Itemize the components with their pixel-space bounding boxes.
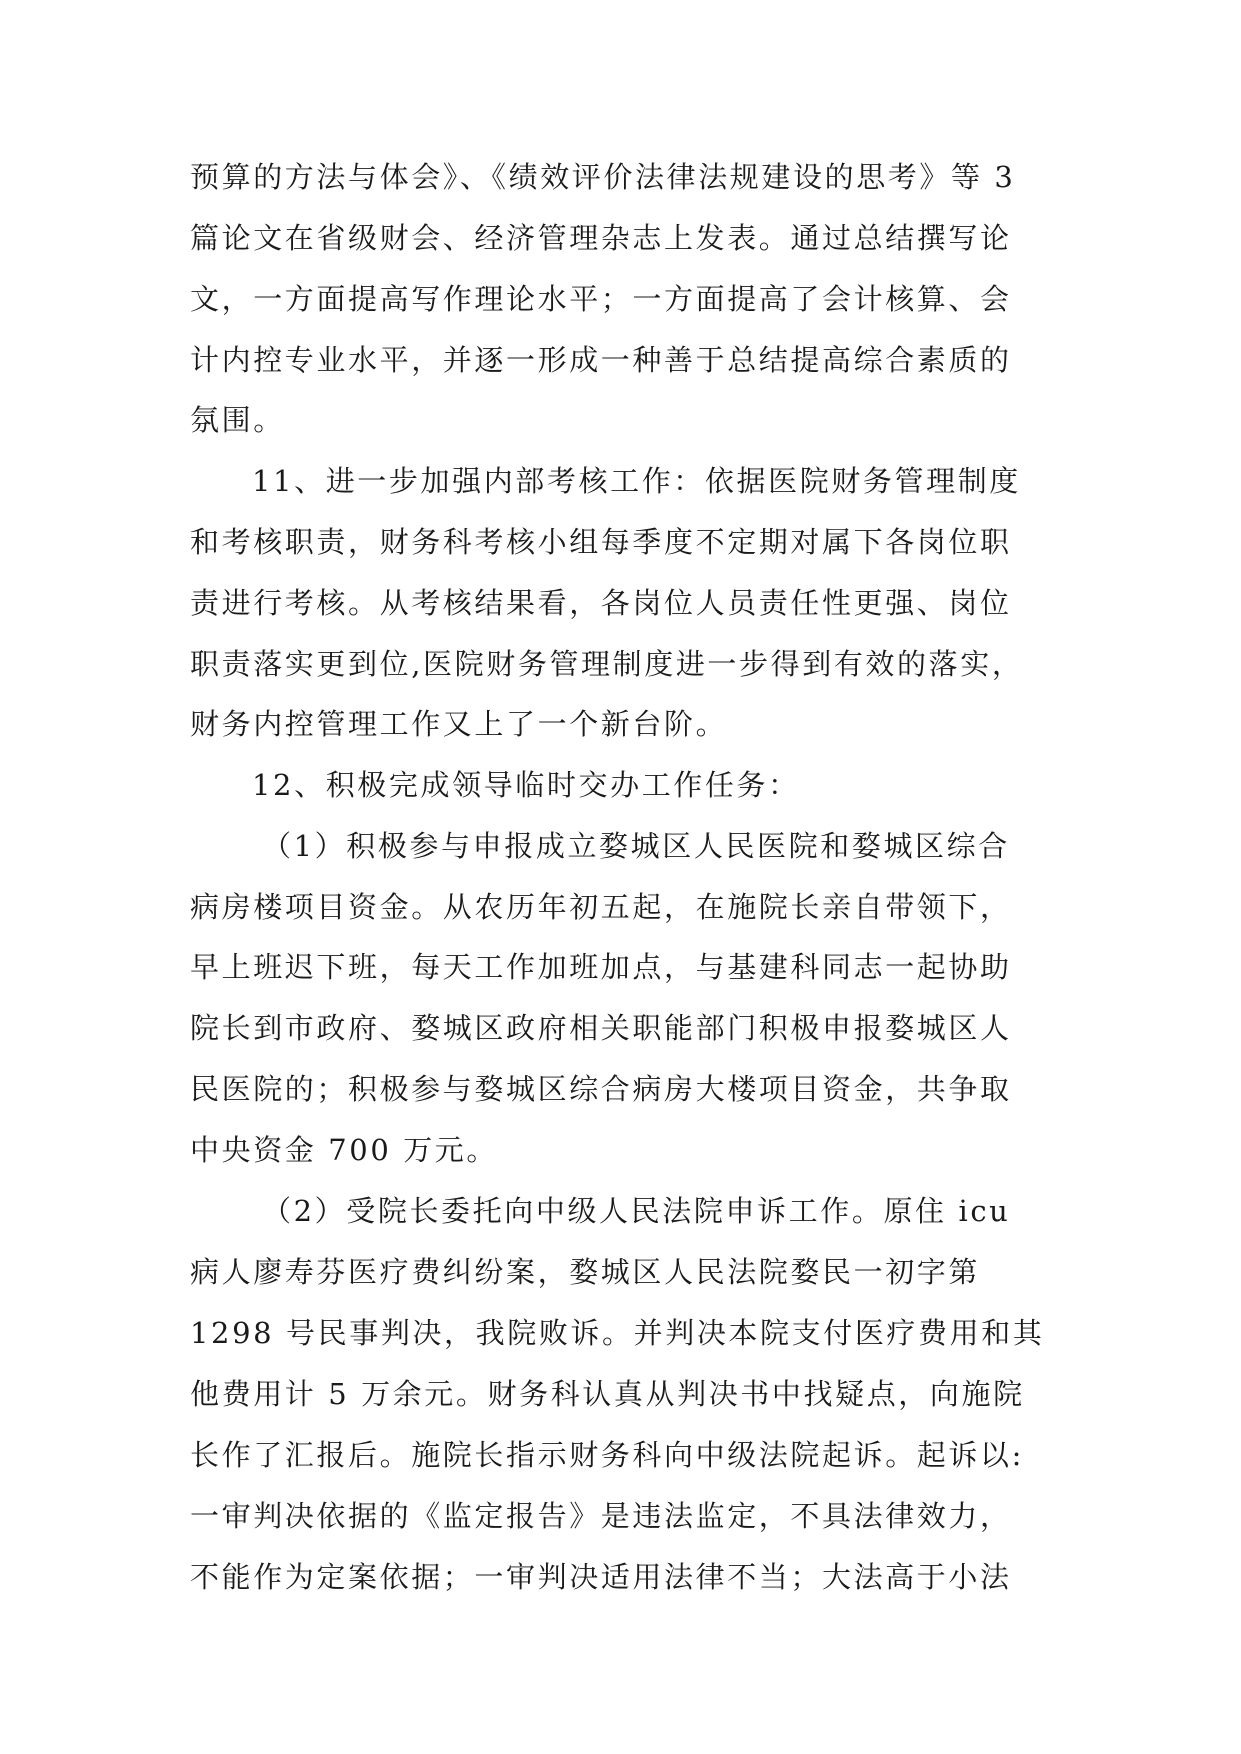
text-line: 计内控专业水平，并逐一形成一种善于总结提高综合素质的 bbox=[190, 343, 1012, 377]
text-line: 和考核职责，财务科考核小组每季度不定期对属下各岗位职 bbox=[190, 525, 1012, 559]
text-line: 病人廖寿芬医疗费纠纷案，婺城区人民法院婺民一初字第 bbox=[190, 1255, 981, 1289]
text-line: 文，一方面提高写作理论水平；一方面提高了会计核算、会 bbox=[190, 282, 1012, 316]
item-2-heading: （2）受院长委托向中级人民法院申诉工作。原住 icu bbox=[262, 1194, 1011, 1228]
text-line: 长作了汇报后。施院长指示财务科向中级法院起诉。起诉以: bbox=[190, 1438, 1024, 1472]
text-line: 早上班迟下班，每天工作加班加点，与基建科同志一起协助 bbox=[190, 950, 1012, 984]
text-line: 预算的方法与体会》、《绩效评价法律法规建设的思考》等 3 bbox=[190, 160, 1016, 194]
text-line: 中央资金 700 万元。 bbox=[190, 1133, 498, 1167]
paragraph-11-heading: 11、进一步加强内部考核工作：依据医院财务管理制度 bbox=[252, 464, 1021, 498]
paragraph-12-heading: 12、积极完成领导临时交办工作任务： bbox=[252, 768, 800, 802]
item-1-heading: （1）积极参与申报成立婺城区人民医院和婺城区综合 bbox=[262, 829, 1010, 863]
text-line: 氛围。 bbox=[190, 403, 285, 437]
text-line: 院长到市政府、婺城区政府相关职能部门积极申报婺城区人 bbox=[190, 1011, 1012, 1045]
text-line: 职责落实更到位,医院财务管理制度进一步得到有效的落实， bbox=[190, 647, 1024, 681]
text-line: 他费用计 5 万余元。财务科认真从判决书中找疑点，向施院 bbox=[190, 1377, 1025, 1411]
text-line: 篇论文在省级财会、经济管理杂志上发表。通过总结撰写论 bbox=[190, 221, 1012, 255]
text-line: 民医院的；积极参与婺城区综合病房大楼项目资金，共争取 bbox=[190, 1072, 1012, 1106]
text-line: 一审判决依据的《监定报告》是违法监定，不具法律效力， bbox=[190, 1499, 1012, 1533]
text-line: 责进行考核。从考核结果看，各岗位人员责任性更强、岗位 bbox=[190, 586, 1012, 620]
text-line: 不能作为定案依据；一审判决适用法律不当；大法高于小法 bbox=[190, 1560, 1012, 1594]
text-line: 病房楼项目资金。从农历年初五起，在施院长亲自带领下， bbox=[190, 890, 1012, 924]
text-line: 1298 号民事判决，我院败诉。并判决本院支付医疗费用和其 bbox=[190, 1316, 1045, 1350]
text-line: 财务内控管理工作又上了一个新台阶。 bbox=[190, 707, 728, 741]
